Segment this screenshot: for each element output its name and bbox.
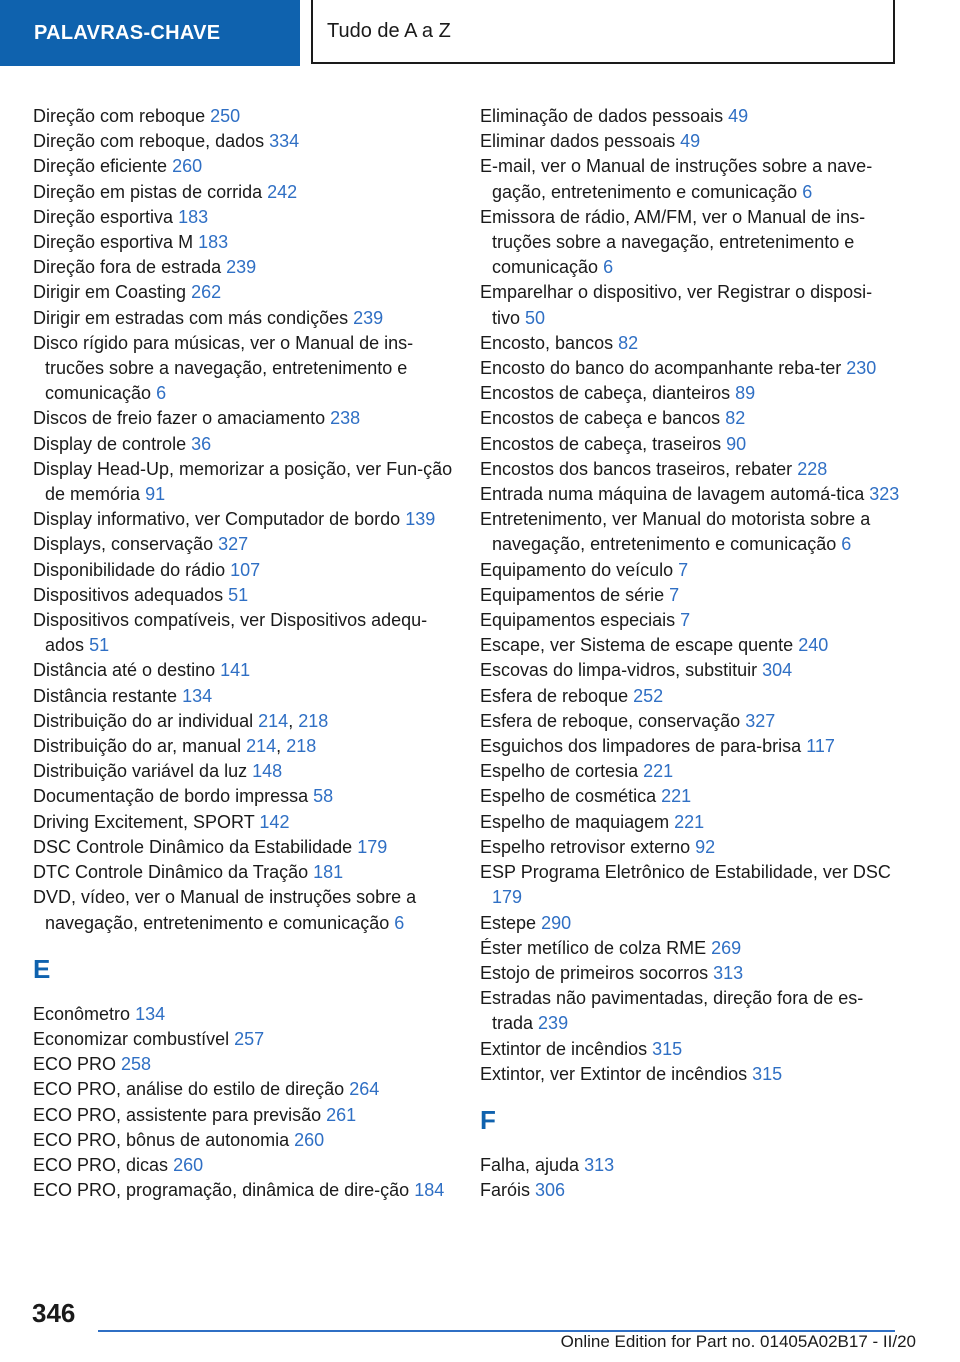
page-reference-link[interactable]: 238 xyxy=(330,408,361,429)
page-reference-link[interactable]: 313 xyxy=(713,962,744,983)
index-entry xyxy=(33,507,453,532)
index-entry xyxy=(33,331,453,407)
index-entry-term: Encostos de cabeça e bancos xyxy=(480,408,721,429)
page-reference-link[interactable]: 250 xyxy=(210,106,241,126)
index-entry xyxy=(33,230,453,255)
index-entry xyxy=(480,684,900,709)
index-entry-term: E-mail, ver o Manual de instruções sobre a nave-gação, entretenimento e comunicação xyxy=(480,156,873,202)
index-entry xyxy=(480,457,900,482)
index-entry-term: Espelho de maquiagem xyxy=(480,811,670,832)
index-entry-term: ECO PRO, bônus de autonomia xyxy=(33,1129,290,1150)
page-reference-link[interactable]: 262 xyxy=(191,282,222,303)
index-entry: Distribuição do ar individual 214, 218 xyxy=(33,710,329,731)
index-entry-term: Display Head-Up, memorizar a posição, ver Fun-ção de memória xyxy=(33,458,453,505)
page-reference-link[interactable]: 183 xyxy=(178,206,209,227)
page-reference-link[interactable]: 221 xyxy=(674,811,705,832)
page-reference-link[interactable]: 221 xyxy=(643,761,674,782)
index-entry-term: Direção com reboque, dados xyxy=(33,131,265,152)
page-reference-link[interactable]: 327 xyxy=(745,710,776,731)
index-entry-term: Direção com reboque xyxy=(33,106,206,126)
edition-footer: Online Edition for Part no. 01405A02B17 - II/20 xyxy=(560,1332,916,1351)
index-entry xyxy=(33,306,453,331)
index-entry-term: Equipamento do veículo xyxy=(480,559,674,580)
page-reference-link[interactable]: 315 xyxy=(652,1038,683,1059)
index-entry xyxy=(480,1178,900,1203)
index-entry xyxy=(33,1153,453,1178)
index-entry xyxy=(480,356,900,381)
index-entry xyxy=(480,835,900,860)
page-reference-link[interactable]: 49 xyxy=(728,106,749,126)
index-letter-heading: E xyxy=(33,953,51,984)
index-entry-term: Entretenimento, ver Manual do motorista sobre a navegação, entretenimento e comunicação xyxy=(480,509,871,555)
page-reference-link[interactable]: 334 xyxy=(269,131,300,152)
index-entry xyxy=(33,658,453,683)
index-entry xyxy=(33,558,453,583)
index-entry-term: Emissora de rádio, AM/FM, ver o Manual de ins-truções sobre a navegação, entretenimento e comunicação xyxy=(480,206,866,278)
index-entry-term: Direção esportiva M xyxy=(33,232,194,253)
index-entry xyxy=(33,1178,453,1203)
section-tab: PALAVRAS-CHAVE xyxy=(0,0,300,66)
index-entry xyxy=(480,432,900,457)
index-entry xyxy=(480,558,900,583)
index-entry xyxy=(480,658,900,683)
page-reference-link[interactable]: 230 xyxy=(846,358,877,379)
index-entry-term: Éster metílico de colza RME xyxy=(480,937,707,958)
page-reference-link[interactable]: 240 xyxy=(798,635,829,656)
index-entry xyxy=(480,205,900,281)
index-entry xyxy=(33,1103,453,1128)
page-reference-link[interactable]: 239 xyxy=(538,1013,569,1034)
page-reference-link[interactable]: 181 xyxy=(313,862,344,883)
index-entry xyxy=(33,532,453,557)
page-reference-link[interactable]: 6 xyxy=(841,534,852,555)
index-entry-term: Driving Excitement, SPORT xyxy=(33,811,255,832)
index-entry-term: Dirigir em estradas com más condições xyxy=(33,307,349,328)
index-entry-term: DVD, vídeo, ver o Manual de instruções sobre a navegação, entretenimento e comunicação xyxy=(33,887,417,933)
index-entry-term: Documentação de bordo impressa xyxy=(33,786,309,807)
index-entry-term: ECO PRO, dicas xyxy=(33,1154,169,1175)
page-reference-link[interactable]: 92 xyxy=(695,836,716,857)
page-reference-link[interactable]: 327 xyxy=(218,534,249,555)
index-column-left xyxy=(33,104,453,1203)
index-entry-term: ECO PRO xyxy=(33,1054,117,1075)
index-entry xyxy=(33,255,453,280)
page-reference-link[interactable]: 313 xyxy=(584,1154,615,1175)
index-entry xyxy=(33,1002,453,1027)
index-entry-term: Direção esportiva xyxy=(33,206,174,227)
index-entry xyxy=(33,835,453,860)
page-reference-link[interactable]: 51 xyxy=(89,635,110,656)
index-entry xyxy=(480,1153,900,1178)
index-entry-term: Falha, ajuda xyxy=(480,1154,580,1175)
page-reference-link[interactable]: 260 xyxy=(294,1129,325,1150)
index-entry-term: Disponibilidade do rádio xyxy=(33,559,226,580)
index-entry xyxy=(33,1077,453,1102)
index-entry-term: Distribuição variável da luz xyxy=(33,761,248,782)
index-entry xyxy=(33,860,453,885)
index-entry-term: DSC Controle Dinâmico da Estabilidade xyxy=(33,836,353,857)
index-entry-term: Displays, conservação xyxy=(33,534,214,555)
index-entry xyxy=(33,104,453,129)
page-reference-link[interactable]: 7 xyxy=(678,559,689,580)
index-entry xyxy=(33,129,453,154)
index-entry xyxy=(33,432,453,457)
index-entry xyxy=(33,810,453,835)
page-reference-link[interactable]: 179 xyxy=(492,887,523,908)
page-reference-link[interactable]: 323 xyxy=(869,484,900,505)
page-reference-link[interactable]: 6 xyxy=(394,912,405,933)
index-entry-term: Encostos de cabeça, traseiros xyxy=(480,433,722,454)
index-entry-term: Economizar combustível xyxy=(33,1028,230,1049)
index-entry-term: ESP Programa Eletrônico de Estabilidade, ver DSC xyxy=(480,862,891,883)
index-entry-term: Esfera de reboque xyxy=(480,685,629,706)
page-reference-link[interactable]: 221 xyxy=(661,786,692,807)
index-entry xyxy=(480,911,900,936)
index-entry xyxy=(33,180,453,205)
page-reference-link[interactable]: 242 xyxy=(267,181,298,202)
index-entry xyxy=(480,1062,900,1087)
index-entry-term: Disco rígido para músicas, ver o Manual de ins-trucões sobre a navegação, entretenimento e comunicação xyxy=(33,332,414,404)
index-entry xyxy=(33,1052,453,1077)
index-entry-term: Esguichos dos limpadores de para-brisa xyxy=(480,736,802,757)
index-entry xyxy=(480,129,900,154)
page-reference-link[interactable]: 51 xyxy=(228,584,249,605)
page-reference-link[interactable]: 218 xyxy=(298,710,329,731)
index-entry-term: Esfera de reboque, conservação xyxy=(480,710,741,731)
index-entry-term: Distribuição do ar, manual xyxy=(33,736,242,757)
page-reference-link[interactable]: 148 xyxy=(252,761,283,782)
index-entry-term: Estojo de primeiros socorros xyxy=(480,962,709,983)
page-reference-link[interactable]: 264 xyxy=(349,1079,380,1100)
index-entry: Distribuição do ar, manual 214, 218 xyxy=(33,736,317,757)
page-reference-link[interactable]: 260 xyxy=(173,1154,204,1175)
index-entry-term: Entrada numa máquina de lavagem automá-tica xyxy=(480,484,865,505)
index-entry-term: Direção em pistas de corrida xyxy=(33,181,263,202)
index-entry-term: Extintor de incêndios xyxy=(480,1038,648,1059)
page-reference-link[interactable]: 91 xyxy=(145,484,166,505)
page-title: Tudo de A a Z xyxy=(311,0,895,64)
index-entry xyxy=(480,507,900,557)
page-reference-link[interactable]: 82 xyxy=(618,332,639,353)
page-reference-link[interactable]: 258 xyxy=(121,1054,152,1075)
index-entry xyxy=(480,331,900,356)
index-entry xyxy=(480,784,900,809)
page-reference-link[interactable]: 36 xyxy=(191,433,212,454)
index-entry xyxy=(480,961,900,986)
index-entry-term: ECO PRO, assistente para previsão xyxy=(33,1104,322,1125)
page-reference-link[interactable]: 50 xyxy=(525,307,546,328)
page-number: 346 xyxy=(32,1298,76,1328)
index-entry xyxy=(33,406,453,431)
index-entry xyxy=(480,406,900,431)
index-entry xyxy=(480,759,900,784)
index-entry xyxy=(33,608,453,658)
page-reference-link[interactable]: 6 xyxy=(156,383,167,404)
index-entry-term: Escape, ver Sistema de escape quente xyxy=(480,635,794,656)
index-column-right xyxy=(480,104,900,1203)
page-reference-link[interactable]: 290 xyxy=(541,912,572,933)
index-entry-term: Dispositivos compatíveis, ver Dispositivos adequ-ados xyxy=(33,610,428,656)
index-entry xyxy=(480,734,900,759)
index-entry-term: Equipamentos de série xyxy=(480,584,665,605)
index-entry-term: Direção fora de estrada xyxy=(33,257,222,278)
index-entry-term: Distribuição do ar individual xyxy=(33,710,254,731)
index-entry-term: DTC Controle Dinâmico da Tração xyxy=(33,862,309,883)
index-entry xyxy=(33,1128,453,1153)
index-entry-term: Espelho retrovisor externo xyxy=(480,836,691,857)
index-entry-term: Espelho de cosmética xyxy=(480,786,657,807)
index-entry xyxy=(33,280,453,305)
page-reference-link[interactable]: 257 xyxy=(234,1028,265,1049)
index-entry-term: Dispositivos adequados xyxy=(33,584,224,605)
index-entry xyxy=(480,381,900,406)
index-entry-term: Eliminação de dados pessoais xyxy=(480,106,724,126)
index-entry-term: Emparelhar o dispositivo, ver Registrar o disposi-tivo xyxy=(480,282,873,328)
page-reference-link[interactable]: 252 xyxy=(633,685,664,706)
index-entry-term: Dirigir em Coasting xyxy=(33,282,187,303)
page-reference-link[interactable]: 214 xyxy=(258,710,289,731)
page-reference-link[interactable]: 82 xyxy=(725,408,746,429)
page-reference-link[interactable]: 239 xyxy=(353,307,384,328)
index-entry-term: Encosto, bancos xyxy=(480,332,614,353)
index-entry xyxy=(33,457,453,507)
index-entry xyxy=(480,810,900,835)
page-reference-link[interactable]: 139 xyxy=(405,509,436,530)
index-entry xyxy=(480,936,900,961)
page-reference-link[interactable]: 184 xyxy=(414,1180,445,1201)
page-reference-link[interactable]: 6 xyxy=(603,257,614,278)
index-entry-term: Distância até o destino xyxy=(33,660,216,681)
page-reference-link[interactable]: 107 xyxy=(230,559,261,580)
page-reference-link[interactable]: 183 xyxy=(198,232,229,253)
page-reference-link[interactable]: 142 xyxy=(259,811,290,832)
page-reference-link[interactable]: 134 xyxy=(182,685,213,706)
index-entry-term: Distância restante xyxy=(33,685,178,706)
page-reference-link[interactable]: 261 xyxy=(326,1104,357,1125)
page-reference-link[interactable]: 7 xyxy=(680,610,691,631)
page-reference-link[interactable]: 239 xyxy=(226,257,257,278)
page-reference-link[interactable]: 6 xyxy=(802,181,813,202)
index-entry xyxy=(480,583,900,608)
index-entry-term: Espelho de cortesia xyxy=(480,761,639,782)
index-entry-term: Discos de freio fazer o amaciamento xyxy=(33,408,326,429)
index-entry-term: ECO PRO, análise do estilo de direção xyxy=(33,1079,345,1100)
page-reference-link[interactable]: 89 xyxy=(735,383,756,404)
index-entry xyxy=(480,154,900,204)
page-reference-link[interactable]: 141 xyxy=(220,660,251,681)
index-entry xyxy=(33,885,453,935)
index-entry xyxy=(33,684,453,709)
index-entry xyxy=(480,482,900,507)
index-entry xyxy=(480,860,900,910)
index-entry xyxy=(33,759,453,784)
index-letter-heading: F xyxy=(480,1104,496,1135)
page-reference-link[interactable]: 49 xyxy=(680,131,701,152)
index-entry-term: Equipamentos especiais xyxy=(480,610,676,631)
index-entry xyxy=(480,104,900,129)
page-header xyxy=(0,0,960,66)
page-reference-link[interactable]: 228 xyxy=(797,458,828,479)
page-reference-link[interactable]: 117 xyxy=(806,736,835,757)
index-entry-term: Faróis xyxy=(480,1180,531,1201)
index-entry xyxy=(480,986,900,1036)
page-reference-link[interactable]: 214 xyxy=(246,736,277,757)
index-entry-term: Estepe xyxy=(480,912,537,933)
page-reference-link[interactable]: 269 xyxy=(711,937,742,958)
index-entry xyxy=(480,1037,900,1062)
index-entry-term: Estradas não pavimentadas, direção fora de es-trada xyxy=(480,988,864,1034)
index-entry-term: Display informativo, ver Computador de bordo xyxy=(33,509,401,530)
page-reference-link[interactable]: 260 xyxy=(172,156,203,177)
index-entry xyxy=(33,154,453,179)
index-entry-term: Econômetro xyxy=(33,1003,131,1024)
index-entry xyxy=(480,608,900,633)
index-entry xyxy=(480,709,900,734)
page-reference-link[interactable]: 304 xyxy=(762,660,793,681)
index-entry-term: Encostos de cabeça, dianteiros xyxy=(480,383,731,404)
page-reference-link[interactable]: 134 xyxy=(135,1003,166,1024)
page-reference-link[interactable]: 7 xyxy=(669,584,680,605)
index-entry-term: Escovas do limpa-vidros, substituir xyxy=(480,660,758,681)
index-entry xyxy=(33,1027,453,1052)
index-entry-term: Encosto do banco do acompanhante reba-ter xyxy=(480,358,842,379)
page-reference-link[interactable]: 90 xyxy=(726,433,747,454)
page-reference-link[interactable]: 315 xyxy=(752,1063,783,1084)
page-reference-link[interactable]: 306 xyxy=(535,1180,566,1201)
index-entry-term: Display de controle xyxy=(33,433,187,454)
index-entry-term: ECO PRO, programação, dinâmica de dire-ção xyxy=(33,1180,410,1201)
index-entry-term: Eliminar dados pessoais xyxy=(480,131,676,152)
index-entry-term: Extintor, ver Extintor de incêndios xyxy=(480,1063,748,1084)
index-entry xyxy=(480,633,900,658)
index-entry-term: Direção eficiente xyxy=(33,156,168,177)
page-reference-link[interactable]: 179 xyxy=(357,836,388,857)
index-entry xyxy=(33,205,453,230)
page-reference-link[interactable]: 218 xyxy=(286,736,317,757)
index-entry xyxy=(480,280,900,330)
page-reference-link[interactable]: 58 xyxy=(313,786,334,807)
index-entry-term: Encostos dos bancos traseiros, rebater xyxy=(480,458,793,479)
index-entry xyxy=(33,583,453,608)
index-entry xyxy=(33,784,453,809)
